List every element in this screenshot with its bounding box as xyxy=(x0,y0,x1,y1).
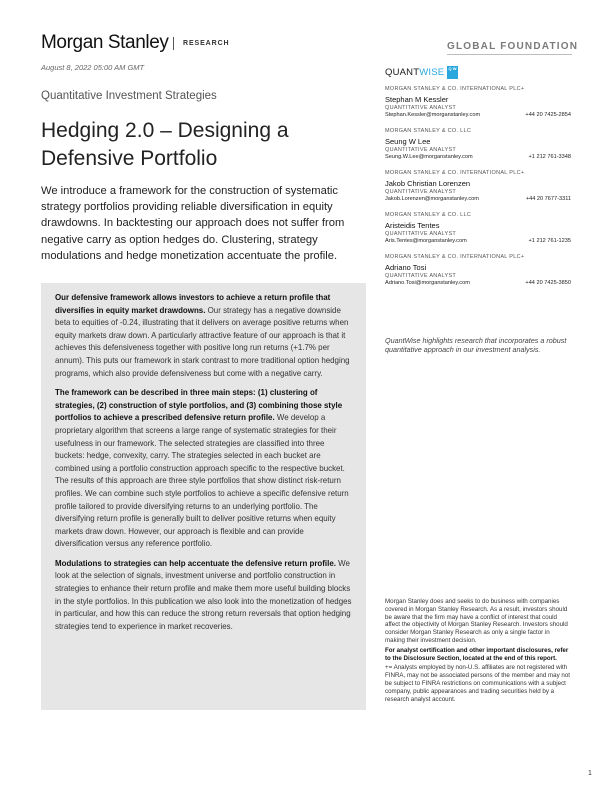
analyst-entity: MORGAN STANLEY & CO. LLC xyxy=(385,128,472,134)
analyst-entity: MORGAN STANLEY & CO. INTERNATIONAL PLC+ xyxy=(385,86,525,92)
disclosure-paragraph-3: += Analysts employed by non-U.S. affiliates are not registered with FINRA, may not be associated persons of the member and may not be subject to FINRA restrictions on communications with a subject company, public appearances and trading securities held by a research analyst account. xyxy=(385,664,571,703)
analyst-email[interactable]: Jakob.Lorenzen@morganstanley.com xyxy=(385,196,479,202)
analyst-email[interactable]: Aris.Tentes@morganstanley.com xyxy=(385,238,467,244)
summary-body-1: Our strategy has a negative downside beta to equities of -0.24, illustrating that it delivers on average positive returns when equity markets draw down. A particularly attractive feature of our approach is that it achieves this defensiveness together with positive long run returns (+1.7% per annum). This puts our framework in stark contrast to more traditional option hedging programs, which also provide defensiveness but come with a negative carry. xyxy=(55,305,350,378)
disclosure-block xyxy=(385,598,571,705)
header-rule xyxy=(447,54,572,55)
summary-body-2: We develop a proprietary algorithm that screens a large range of systematic strategies for their usefulness in our framework. The selected strategies are classified into three buckets: hedge, convexity, carry. The strategies selected in each bucket are combined using a portfolio construction approach specific to the respective bucket. The results of this approach are three style portfolios that show distinct risk-return profiles. We can combine such style portfolios to achieve a specific defensive return profile tailored to provide diversifying returns to an underlying portfolio. The diversifying return profile is generally built to deliver positive returns when equity markets draw down. However, our approach is flexible and can provide diversification versus any reference portfolio. xyxy=(55,413,349,549)
analyst-card xyxy=(385,128,571,160)
analyst-phone: +44 20 7677-3311 xyxy=(525,196,571,202)
analyst-role: QUANTITATIVE ANALYST xyxy=(385,273,457,279)
publish-date: August 8, 2022 05:00 AM GMT xyxy=(41,63,145,72)
analyst-phone: +44 20 7425-2854 xyxy=(525,112,571,118)
summary-lead-2: The framework can be described in three main steps: (1) clustering of strategies, (2) construction of style portfolios, and (3) combining those style portfolios to achieve a prescribed defensive return profile. xyxy=(55,388,343,423)
logo-divider xyxy=(173,37,174,50)
page-number: 1 xyxy=(588,770,592,777)
summary-paragraph-3 xyxy=(55,558,352,634)
analyst-card xyxy=(385,212,571,244)
analyst-name: Seung W Lee xyxy=(385,137,431,146)
summary-lead-1: Our defensive framework allows investors to achieve a return profile that diversifies in equity market drawdowns. xyxy=(55,293,331,315)
page-title: Hedging 2.0 – Designing a Defensive Portfolio xyxy=(41,119,289,170)
analyst-phone: +44 20 7425-3850 xyxy=(525,280,571,286)
analyst-phone: +1 212 761-3348 xyxy=(528,154,571,160)
research-label: RESEARCH xyxy=(183,40,230,47)
analyst-card xyxy=(385,86,571,118)
analyst-card xyxy=(385,170,571,202)
analyst-email[interactable]: Adriano.Tosi@morganstanley.com xyxy=(385,280,470,286)
lede-paragraph: We introduce a framework for the construction of systematic strategy portfolios providing reliable diversification in equity drawdowns. In backtesting our approach does not suffer from negative carry as option hedges do. Clustering, strategy modulations and hedge monetization accentuate the profile. xyxy=(41,185,345,262)
analyst-name: Jakob Christian Lorenzen xyxy=(385,179,471,188)
analyst-email[interactable]: Seung.W.Lee@morganstanley.com xyxy=(385,154,473,160)
analyst-entity: MORGAN STANLEY & CO. LLC xyxy=(385,212,472,218)
summary-lead-3: Modulations to strategies can help accentuate the defensive return profile. xyxy=(55,558,336,568)
summary-box xyxy=(41,283,366,710)
disclosure-reference: For analyst certification and other important disclosures, refer to the Disclosure Section, located at the end of this report. xyxy=(385,646,569,662)
analyst-role: QUANTITATIVE ANALYST xyxy=(385,189,457,195)
series-label: GLOBAL FOUNDATION xyxy=(447,41,579,52)
quantwise-badge-icon: Q W xyxy=(447,66,458,79)
quantwise-note: QuantWise highlights research that incorporates a robust quantitative approach in our investment analysis. xyxy=(385,336,567,355)
analyst-entity: MORGAN STANLEY & CO. INTERNATIONAL PLC+ xyxy=(385,170,525,176)
summary-paragraph-1 xyxy=(55,292,352,380)
analyst-name: Stephan M Kessler xyxy=(385,95,449,104)
morgan-stanley-logo: Morgan Stanley xyxy=(41,32,169,53)
summary-body-3: We look at the selection of signals, investment universe and portfolio construction in strategies to enhance their return profile and make them more useful building blocks in the style portfolios. In this publication we also look into the monetization of hedges in particular, and how this can reduce the strong return reversals that option hedging strategies tend to experience in market recoveries. xyxy=(55,558,352,631)
analyst-entity: MORGAN STANLEY & CO. INTERNATIONAL PLC+ xyxy=(385,254,525,260)
analyst-role: QUANTITATIVE ANALYST xyxy=(385,147,457,153)
analyst-phone: +1 212 761-1235 xyxy=(528,238,571,244)
analyst-role: QUANTITATIVE ANALYST xyxy=(385,231,457,237)
report-team: Quantitative Investment Strategies xyxy=(41,90,217,102)
analyst-email[interactable]: Stephan.Kessler@morganstanley.com xyxy=(385,112,481,118)
analyst-name: Aristeidis Tentes xyxy=(385,221,440,230)
analyst-card xyxy=(385,254,571,286)
analyst-list xyxy=(385,86,571,296)
quantwise-logo: QUANTWISE xyxy=(385,67,445,78)
analyst-role: QUANTITATIVE ANALYST xyxy=(385,105,457,111)
analyst-name: Adriano Tosi xyxy=(385,263,427,272)
disclosure-paragraph-1: Morgan Stanley does and seeks to do business with companies covered in Morgan Stanley Research. As a result, investors should be aware that the firm may have a conflict of interest that could affect the objectivity of Morgan Stanley Research. Investors should consider Morgan Stanley Research as only a single factor in making their investment decision. xyxy=(385,598,568,644)
summary-paragraph-2 xyxy=(55,387,352,551)
